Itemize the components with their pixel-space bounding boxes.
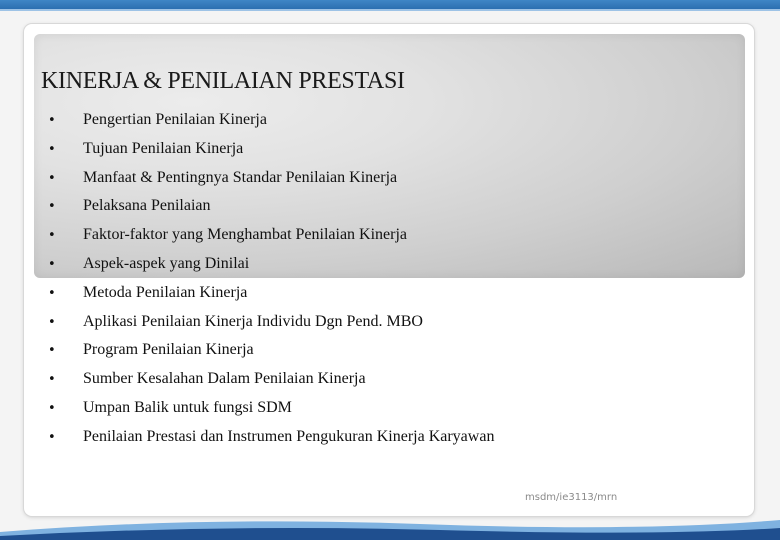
bullet-item xyxy=(48,197,494,226)
bullet-text: Manfaat & Pentingnya Standar Penilaian Kinerja xyxy=(83,168,398,186)
bullet-dot-icon: • xyxy=(48,400,56,416)
bullet-text: Aspek-aspek yang Dinilai xyxy=(83,254,250,272)
bullet-text: Program Penilaian Kinerja xyxy=(83,341,254,359)
bullet-item xyxy=(48,284,494,313)
bullet-item xyxy=(48,111,494,140)
bullet-dot-icon: • xyxy=(48,285,56,301)
bullet-item xyxy=(48,370,494,399)
bullet-text: Faktor-faktor yang Menghambat Penilaian Kinerja xyxy=(83,226,408,244)
bullet-text: Umpan Balik untuk fungsi SDM xyxy=(83,398,292,416)
bullet-dot-icon: • xyxy=(48,372,56,388)
bottom-wave-decoration xyxy=(0,510,780,540)
bullet-dot-icon: • xyxy=(48,256,56,272)
bullet-text: Tujuan Penilaian Kinerja xyxy=(83,139,244,157)
bullet-item xyxy=(48,169,494,198)
bullet-text: Metoda Penilaian Kinerja xyxy=(83,283,248,301)
bullet-item xyxy=(48,428,494,457)
bullet-text: Aplikasi Penilaian Kinerja Individu Dgn Pend. MBO xyxy=(83,312,423,330)
bullet-text: Pelaksana Penilaian xyxy=(83,197,211,215)
bullet-dot-icon: • xyxy=(48,429,56,445)
bullet-dot-icon: • xyxy=(48,199,56,215)
bullet-text: Sumber Kesalahan Dalam Penilaian Kinerja xyxy=(83,370,366,388)
slide-footer: msdm/ie3113/mrn xyxy=(525,492,618,503)
top-accent-band xyxy=(0,0,780,9)
bullet-dot-icon: • xyxy=(48,113,56,128)
bullet-item xyxy=(48,341,494,370)
bullet-text: Penilaian Prestasi dan Instrumen Pengukuran Kinerja Karyawan xyxy=(83,427,495,445)
bullet-dot-icon: • xyxy=(48,141,56,157)
bullet-item xyxy=(48,399,494,428)
bullet-item xyxy=(48,255,494,284)
bullet-dot-icon: • xyxy=(48,170,56,186)
slide-title: KINERJA & PENILAIAN PRESTASI xyxy=(41,68,405,94)
bullet-item xyxy=(48,140,494,169)
bullet-text: Pengertian Penilaian Kinerja xyxy=(83,111,267,128)
bullet-dot-icon: • xyxy=(48,343,56,359)
bullet-list xyxy=(48,111,494,457)
bullet-dot-icon: • xyxy=(48,228,56,244)
top-accent-line xyxy=(0,9,780,11)
bullet-item xyxy=(48,313,494,342)
bullet-dot-icon: • xyxy=(48,314,56,330)
bullet-item xyxy=(48,226,494,255)
